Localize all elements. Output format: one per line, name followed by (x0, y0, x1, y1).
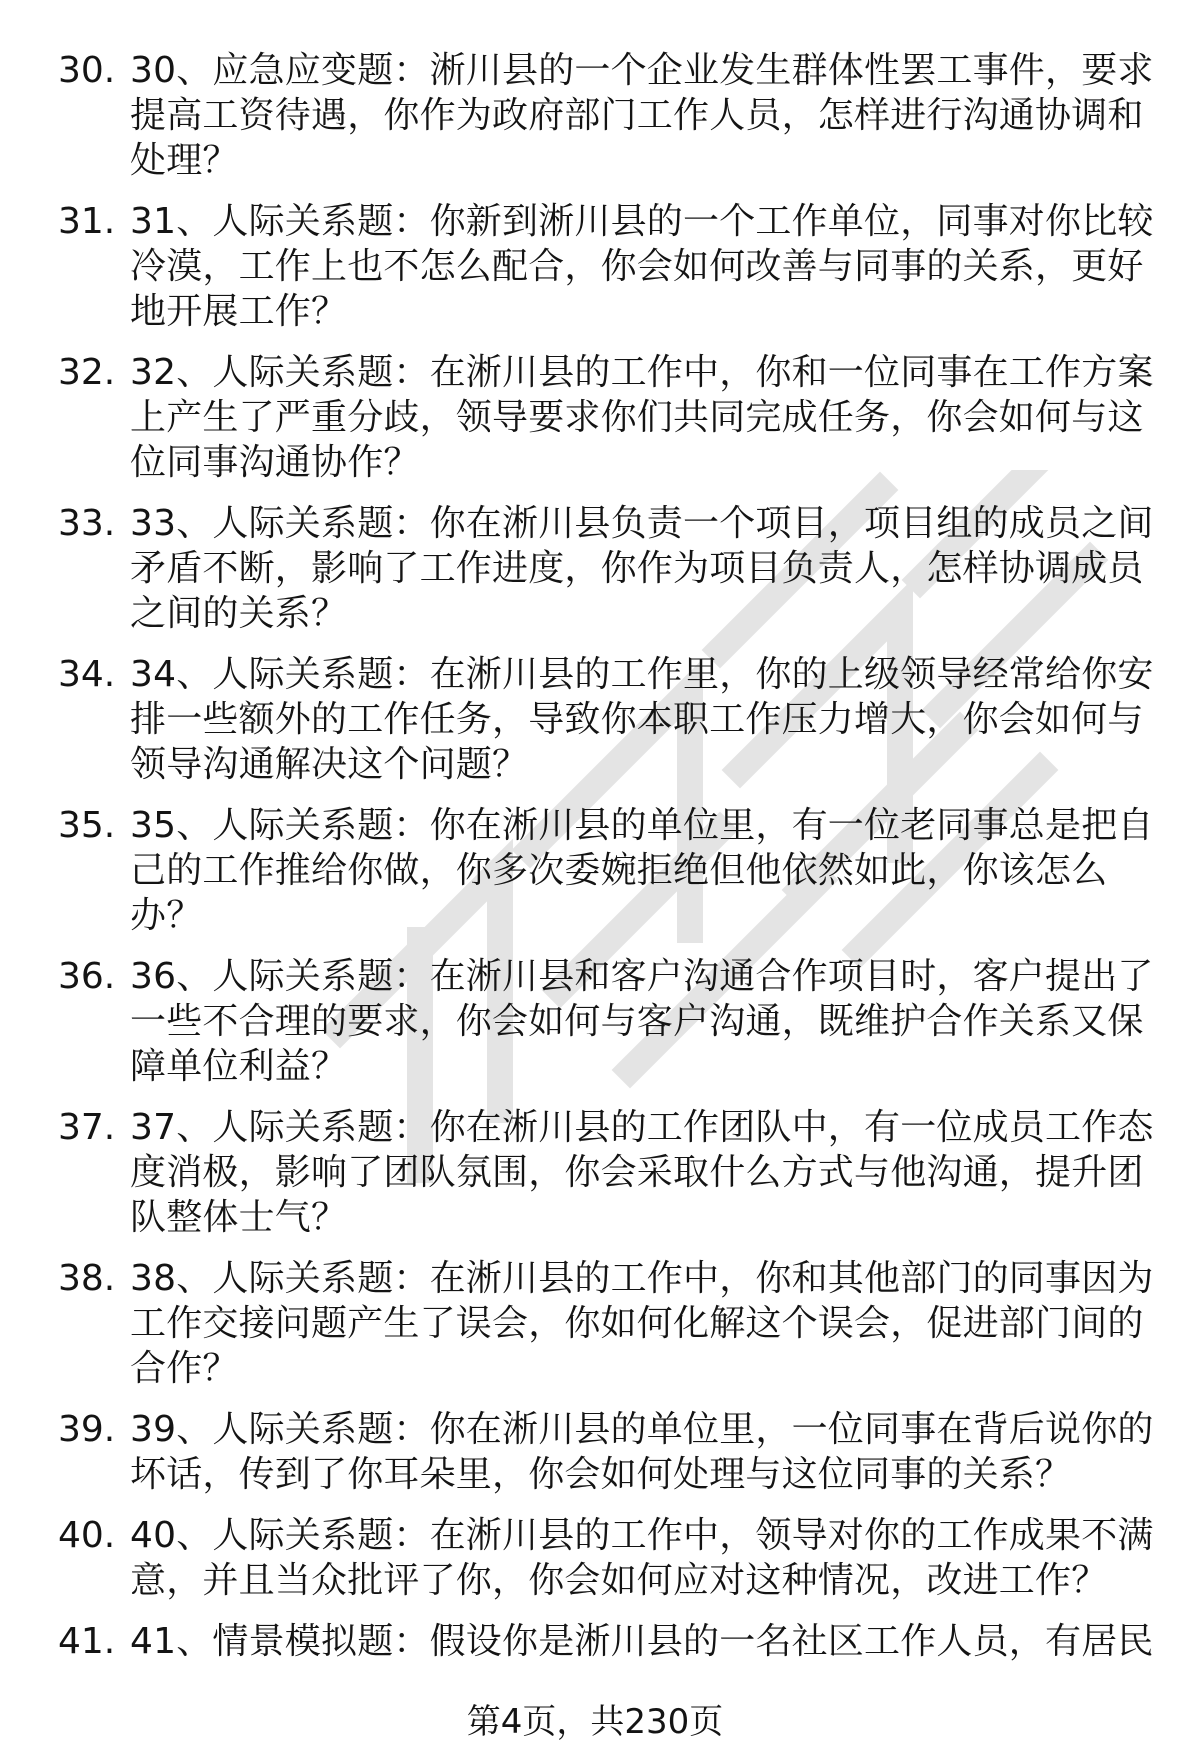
question-text: 31、人际关系题：你新到淅川县的一个工作单位，同事对你比较冷漠，工作上也不怎么配合，你会如何改善与同事的关系，更好地开展工作？ (130, 201, 1154, 332)
question-number: 41. (58, 1621, 116, 1662)
question-text: 34、人际关系题：在淅川县的工作里，你的上级领导经常给你安排一些额外的工作任务，导致你本职工作压力增大，你会如何与领导沟通解决这个问题？ (130, 654, 1154, 785)
question-text: 30、应急应变题：淅川县的一个企业发生群体性罢工事件，要求提高工资待遇，你作为政府部门工作人员，怎样进行沟通协调和处理？ (130, 50, 1154, 181)
list-item (58, 954, 1158, 1089)
list-item (58, 199, 1158, 334)
list-item (58, 1407, 1158, 1497)
list-item (58, 1105, 1158, 1240)
list-item (58, 350, 1158, 485)
question-number: 33. (58, 503, 116, 544)
question-text: 37、人际关系题：你在淅川县的工作团队中，有一位成员工作态度消极，影响了团队氛围，你会采取什么方式与他沟通，提升团队整体士气？ (130, 1107, 1154, 1238)
question-text: 35、人际关系题：你在淅川县的单位里，有一位老同事总是把自己的工作推给你做，你多次委婉拒绝但他依然如此，你该怎么办？ (130, 805, 1154, 936)
list-item (58, 652, 1158, 787)
page-footer: 第4页，共230页 (466, 1702, 724, 1742)
question-text: 36、人际关系题：在淅川县和客户沟通合作项目时，客户提出了一些不合理的要求，你会如何与客户沟通，既维护合作关系又保障单位利益？ (130, 956, 1154, 1087)
question-number: 35. (58, 805, 116, 846)
question-text: 40、人际关系题：在淅川县的工作中，领导对你的工作成果不满意，并且当众批评了你，你会如何应对这种情况，改进工作？ (130, 1515, 1154, 1601)
question-number: 38. (58, 1258, 116, 1299)
question-number: 34. (58, 654, 116, 695)
question-text: 32、人际关系题：在淅川县的工作中，你和一位同事在工作方案上产生了严重分歧，领导要求你们共同完成任务，你会如何与这位同事沟通协作？ (130, 352, 1154, 483)
question-text: 39、人际关系题：你在淅川县的单位里，一位同事在背后说你的坏话，传到了你耳朵里，你会如何处理与这位同事的关系？ (130, 1409, 1154, 1495)
question-text: 33、人际关系题：你在淅川县负责一个项目，项目组的成员之间矛盾不断，影响了工作进度，你作为项目负责人，怎样协调成员之间的关系？ (130, 503, 1154, 634)
list-item (58, 1619, 1158, 1664)
question-text: 38、人际关系题：在淅川县的工作中，你和其他部门的同事因为工作交接问题产生了误会，你如何化解这个误会，促进部门间的合作？ (130, 1258, 1154, 1389)
question-number: 31. (58, 201, 116, 242)
list-item (58, 501, 1158, 636)
question-number: 30. (58, 50, 116, 91)
question-list (58, 48, 1158, 1680)
list-item (58, 803, 1158, 938)
list-item (58, 48, 1158, 183)
question-number: 37. (58, 1107, 116, 1148)
question-number: 40. (58, 1515, 116, 1556)
question-number: 36. (58, 956, 116, 997)
list-item (58, 1513, 1158, 1603)
question-number: 32. (58, 352, 116, 393)
list-item (58, 1256, 1158, 1391)
question-number: 39. (58, 1409, 116, 1450)
question-text: 41、情景模拟题：假设你是淅川县的一名社区工作人员，有居民 (130, 1621, 1154, 1662)
